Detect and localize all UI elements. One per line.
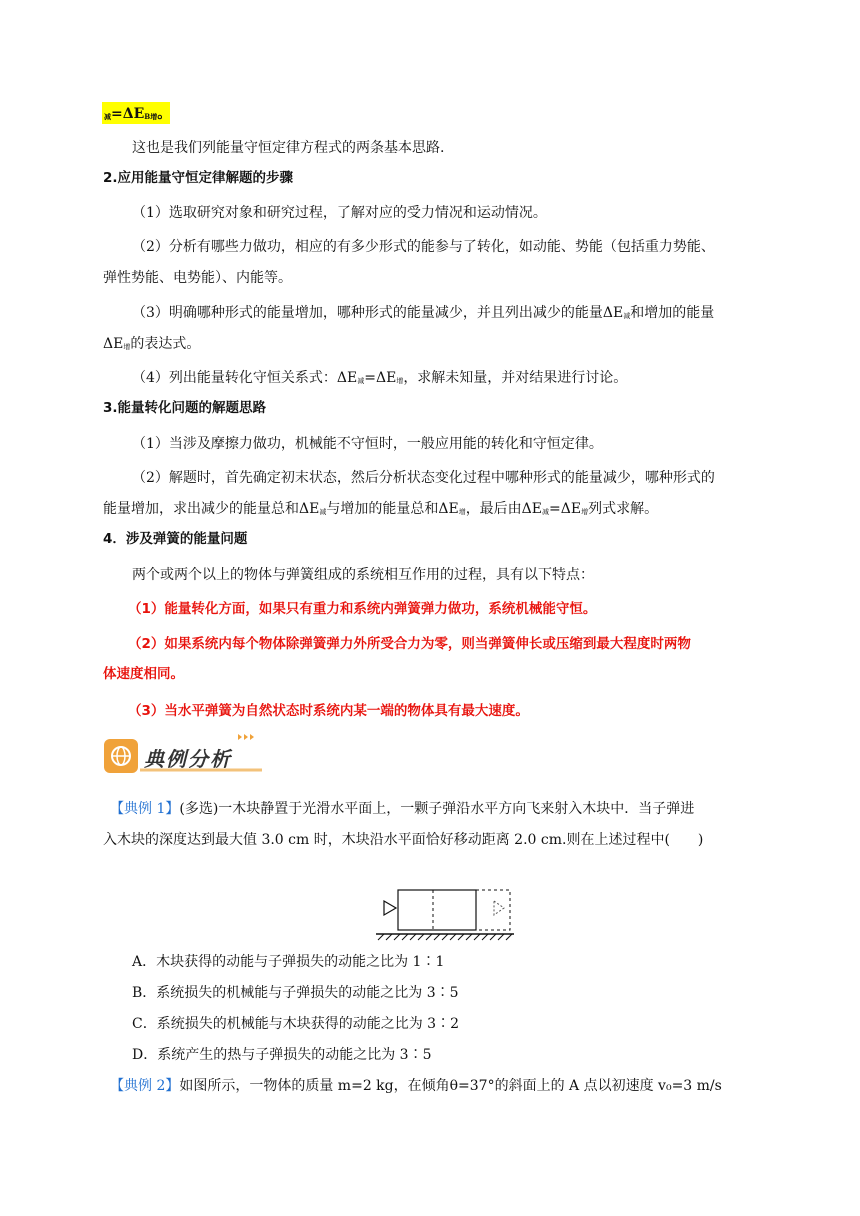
step-2-line-1: （2）分析有哪些力做功，相应的有多少形式的能参与了转化，如动能、势能（包括重力势能、 xyxy=(132,239,715,255)
heading-spring: 4．涉及弹簧的能量问题 xyxy=(103,531,248,547)
option-c: C．系统损失的机械能与木块获得的动能之比为 3∶2 xyxy=(132,1016,459,1032)
option-b: B．系统损失的机械能与子弹损失的动能之比为 3∶5 xyxy=(132,985,459,1001)
moved-block-outline xyxy=(476,890,510,930)
spring-point-3: （3）当水平弹簧为自然状态时系统内某一端的物体具有最大速度。 xyxy=(128,703,529,719)
wooden-block xyxy=(398,890,476,930)
step-3-line-1: （3）明确哪种形式的能量增加，哪种形式的能量减少，并且列出减少的能量$\Delta E_减$和增加的能量 xyxy=(132,305,715,321)
spring-point-1: （1）能量转化方面，如果只有重力和系统内弹簧弹力做功，系统机械能守恒。 xyxy=(128,601,597,617)
heading-steps: 2.应用能量守恒定律解题的步骤 xyxy=(103,170,294,186)
example-1-line-1: 【典例 1】(多选)一木块静置于光滑水平面上，一颗子弹沿水平方向飞来射入木块中．当子弹进 xyxy=(110,801,695,817)
idea-2-line-1: （2）解题时，首先确定初末状态，然后分析状态变化过程中哪种形式的能量减少，哪种形式的 xyxy=(132,470,715,486)
step-4: （4）列出能量转化守恒关系式：$\Delta E_减=\Delta E_增$，求解未知量，并对结果进行讨论。 xyxy=(132,370,628,386)
option-d: D．系统产生的热与子弹损失的动能之比为 3∶5 xyxy=(132,1047,432,1063)
top-fragment: $_减=\Delta E_{B增}$。 xyxy=(104,106,172,122)
idea-2-line-2: 能量增加，求出减少的能量总和$\Delta E_减$与增加的能量总和$\Delta E_增$，最后由$\Delta E_减=\Delta E_增$列式求解。 xyxy=(103,501,659,517)
example-1-line-2: 入木块的深度达到最大值 3.0 cm 时，木块沿水平面恰好移动距离 2.0 cm.则在上述过程中( ) xyxy=(103,832,704,848)
bullet-icon xyxy=(384,901,396,915)
example-1-tag: 【典例 1】 xyxy=(110,801,180,817)
step-2-line-2: 弹性势能、电势能）、内能等。 xyxy=(103,270,292,286)
idea-1: （1）当涉及摩擦力做功，机械能不守恒时，一般应用能的转化和守恒定律。 xyxy=(132,436,603,452)
option-a: A．木块获得的动能与子弹损失的动能之比为 1∶1 xyxy=(132,954,445,970)
example-analysis-banner xyxy=(104,734,264,774)
bullet-block-figure xyxy=(374,886,514,942)
para-two-ideas: 这也是我们列能量守恒定律方程式的两条基本思路. xyxy=(132,140,445,156)
spring-point-2-line-2: 体速度相同。 xyxy=(103,666,184,682)
step-1: （1）选取研究对象和研究过程，了解对应的受力情况和运动情况。 xyxy=(132,205,547,221)
spring-intro: 两个或两个以上的物体与弹簧组成的系统相互作用的过程，具有以下特点： xyxy=(132,567,594,583)
banner-title: 典例分析 xyxy=(144,747,232,771)
example-2-tag: 【典例 2】 xyxy=(110,1078,180,1094)
arrows-decoration-icon xyxy=(238,734,254,740)
ground-hatching xyxy=(378,934,512,940)
step-3-line-2: $\Delta E_增$的表达式。 xyxy=(103,336,201,352)
example-2-line-1: 【典例 2】如图所示，一物体的质量 m=2 kg，在倾角θ=37°的斜面上的 A 点以初速度 v₀=3 m/s xyxy=(110,1078,722,1094)
spring-point-2-line-1: （2）如果系统内每个物体除弹簧弹力外所受合力为零，则当弹簧伸长或压缩到最大程度时两物 xyxy=(128,636,691,652)
bullet-final-icon xyxy=(494,901,504,915)
heading-ideas: 3.能量转化问题的解题思路 xyxy=(103,400,267,416)
